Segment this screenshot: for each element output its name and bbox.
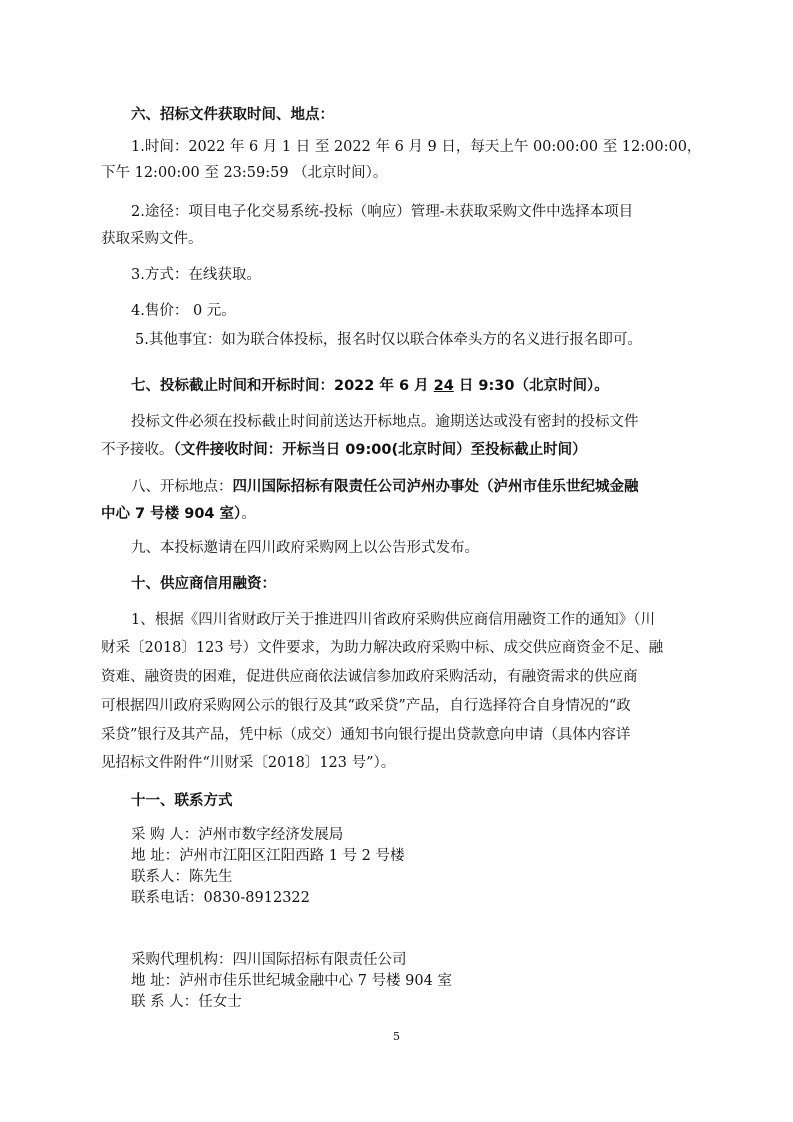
s10-para-line-4: 可根据四川政府采购网公示的银行及其“政采贷”产品，自行选择符合自身情况的“政	[101, 698, 631, 714]
s6-time-line-2: 下午 12:00:00 至 23:59:59 （北京时间）。	[101, 165, 388, 181]
s7-heading-prefix: 七、投标截止时间和开标时间：2022 年 6 月	[131, 378, 434, 394]
s10-para-line-5: 采贷”银行及其产品，凭中标（成交）通知书向银行提出贷款意向申请（具体内容详	[101, 727, 631, 743]
s6-other: 5.其他事宜：如为联合体投标，报名时仅以联合体牵头方的名义进行报名即可。	[135, 332, 642, 348]
s6-route-line-2: 获取采购文件。	[101, 231, 203, 247]
s8-location-1: 四川国际招标有限责任公司泸州办事处（泸州市佳乐世纪城金融	[232, 479, 639, 495]
s6-time-line-1: 1.时间：2022 年 6 月 1 日 至 2022 年 6 月 9 日，每天上午 00:00:00 至 12:00:00，	[131, 139, 702, 155]
s10-para-line-1: 1、根据《四川省财政厅关于推进四川省政府采购供应商信用融资工作的通知》（川	[131, 612, 655, 628]
s8-suffix: 。	[241, 506, 256, 522]
section-7-heading	[131, 377, 609, 395]
s11-agent: 采购代理机构：四川国际招标有限责任公司	[131, 952, 407, 968]
s11-buyer-contact: 联系人：陈先生	[131, 869, 233, 885]
s11-buyer: 采 购 人：泸州市数字经济发展局	[131, 827, 344, 843]
section-8-line-2	[101, 505, 256, 523]
s7-body-bold: （文件接收时间：开标当日 09:00(北京时间）至投标截止时间）	[173, 442, 587, 458]
page-number: 5	[393, 1030, 400, 1043]
s7-body-plain: 不予接收。	[101, 442, 174, 458]
s11-agent-address: 地 址：泸州市佳乐世纪城金融中心 7 号楼 904 室	[131, 973, 452, 989]
s7-heading-suffix: 日 9:30（北京时间）。	[453, 378, 609, 394]
s11-buyer-phone: 联系电话：0830-8912322	[131, 890, 310, 906]
s10-para-line-2: 财采〔2018〕123 号）文件要求，为助力解决政府采购中标、成交供应商资金不足、融	[101, 640, 664, 656]
s7-body-line-1: 投标文件必须在投标截止时间前送达开标地点。逾期送达或没有密封的投标文件	[131, 414, 639, 430]
s7-heading-day: 24	[433, 378, 454, 394]
s10-para-line-3: 资难、融资贵的困难，促进供应商依法诚信参加政府采购活动，有融资需求的供应商	[101, 669, 638, 685]
s6-route-line-1: 2.途径：项目电子化交易系统-投标（响应）管理-未获取采购文件中选择本项目	[131, 204, 634, 220]
section-9: 九、本投标邀请在四川政府采购网上以公告形式发布。	[131, 540, 479, 556]
s6-method: 3.方式：在线获取。	[131, 267, 261, 283]
s11-buyer-address: 地 址：泸州市江阳区江阳西路 1 号 2 号楼	[131, 848, 405, 864]
s6-price: 4.售价： 0 元。	[131, 303, 236, 319]
section-8-line-1	[131, 478, 639, 496]
s8-location-2: 中心 7 号楼 904 室）	[101, 506, 242, 522]
s11-agent-contact: 联 系 人：任女士	[131, 994, 242, 1010]
section-11-heading: 十一、联系方式	[131, 793, 233, 809]
s8-prefix: 八、开标地点：	[131, 479, 233, 495]
s7-body-line-2	[101, 441, 587, 459]
s10-para-line-6: 见招标文件附件“川财采〔2018〕123 号”）。	[101, 755, 396, 771]
section-10-heading: 十、供应商信用融资：	[131, 576, 276, 592]
section-6-heading: 六、招标文件获取时间、地点：	[131, 107, 334, 123]
